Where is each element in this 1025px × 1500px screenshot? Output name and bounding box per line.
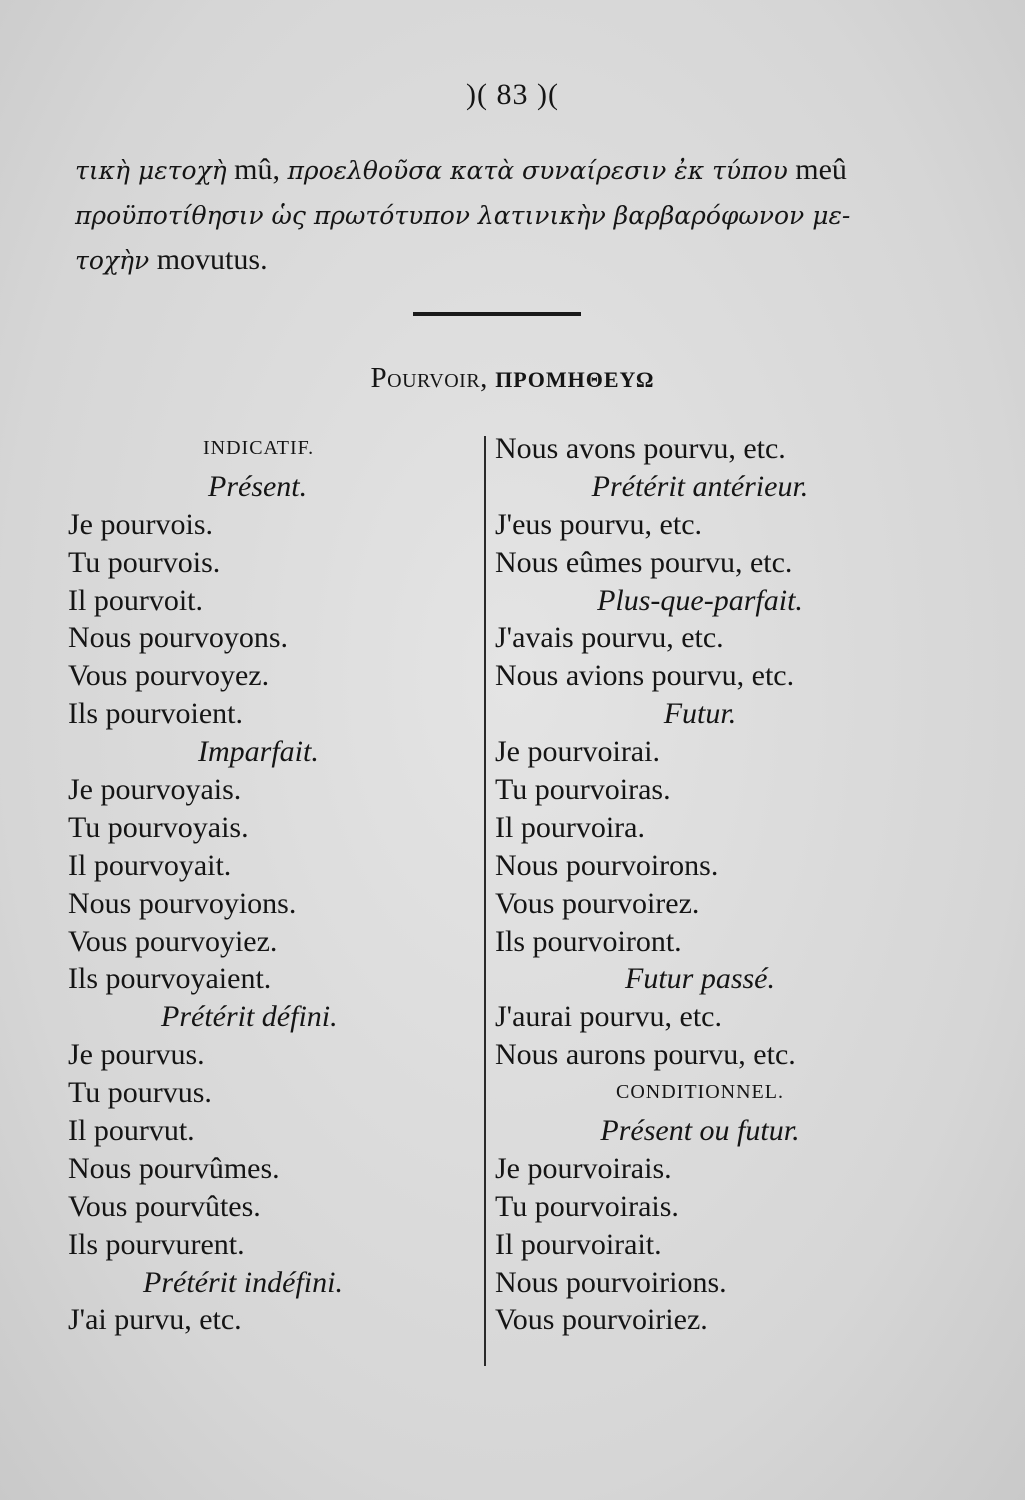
intro-latin-text: mû,	[226, 153, 288, 186]
conjugation-line: Je pourvoirai.	[495, 735, 660, 769]
intro-greek-text: τικὴ μετοχὴ	[75, 156, 227, 185]
intro-line-2	[75, 193, 945, 238]
conjugation-line: Il pourvoirait.	[495, 1227, 662, 1261]
conjugation-line: J'ai purvu, etc.	[68, 1303, 242, 1337]
conjugation-line: Ils pourvurent.	[68, 1227, 245, 1261]
conjugation-line: Nous pourvoirons.	[495, 848, 719, 882]
conjugation-line: Nous aurons pourvu, etc.	[495, 1038, 796, 1072]
conjugation-line: Ils pourvoyaient.	[68, 962, 272, 996]
conjugation-line: Vous pourvoiriez.	[495, 1303, 708, 1337]
conjugation-line: Je pourvus.	[68, 1038, 205, 1072]
conjugation-line: Nous eûmes pourvu, etc.	[495, 545, 793, 579]
right-column	[495, 430, 905, 1339]
tense-heading: Présent.	[208, 469, 308, 503]
mood-heading: CONDITIONNEL.	[616, 1081, 784, 1104]
tense-heading: Futur.	[663, 697, 737, 731]
verb-greek: ΠΡΟΜΗΘΕΥΩ	[495, 367, 655, 392]
page-number: )( 83 )(	[466, 78, 559, 111]
tense-heading: Prétérit antérieur.	[591, 469, 809, 503]
conjugation-line: Vous pourvoyez.	[68, 659, 270, 693]
tense-heading: Présent ou futur.	[600, 1114, 800, 1148]
tense-heading: Imparfait.	[198, 735, 319, 769]
conjugation-line: Nous pourvûmes.	[68, 1151, 280, 1185]
intro-line-1	[75, 148, 945, 193]
intro-latin-text: meû	[787, 153, 847, 186]
column-divider	[484, 436, 486, 1366]
conjugation-line: Tu pourvoyais.	[68, 810, 249, 844]
conjugation-line: Il pourvut.	[68, 1114, 195, 1148]
intro-latin-text: movutus.	[149, 243, 268, 276]
conjugation-line: J'eus pourvu, etc.	[495, 507, 703, 541]
conjugation-line: Nous avons pourvu, etc.	[495, 432, 786, 465]
conjugation-line: Ils pourvoiront.	[495, 924, 682, 958]
intro-greek-text: προϋποτίθησιν ὡς πρωτότυπον λατινικὴν βαρβαρόφωνον με-	[75, 201, 851, 230]
tense-heading: Plus-que-parfait.	[597, 583, 803, 617]
intro-greek-text: προελθοῦσα κατὰ συναίρεσιν ἐκ τύπου	[287, 156, 788, 185]
conjugation-line: Il pourvoyait.	[68, 848, 232, 882]
conjugation-line: Je pourvoirais.	[495, 1151, 672, 1185]
intro-paragraph	[75, 148, 945, 283]
conjugation-line: Tu pourvus.	[68, 1076, 212, 1110]
conjugation-line: Vous pourvoyiez.	[68, 924, 278, 958]
left-column	[68, 430, 413, 1339]
conjugation-line: Il pourvoira.	[495, 810, 645, 844]
verb-heading	[0, 362, 1025, 395]
mood-heading: INDICATIF.	[203, 437, 315, 459]
conjugation-line: Nous pourvoirions.	[495, 1265, 727, 1299]
verb-french: Pourvoir,	[370, 362, 488, 394]
conjugation-line: Vous pourvoirez.	[495, 886, 700, 920]
conjugation-line: Tu pourvoirais.	[495, 1189, 679, 1223]
conjugation-line: Il pourvoit.	[68, 583, 203, 617]
tense-heading: Futur passé.	[625, 962, 775, 996]
conjugation-line: Tu pourvoiras.	[495, 773, 671, 807]
conjugation-line: Nous avions pourvu, etc.	[495, 659, 795, 693]
conjugation-line: Je pourvoyais.	[68, 773, 242, 807]
conjugation-line: J'aurai pourvu, etc.	[495, 1000, 722, 1034]
section-divider	[413, 312, 581, 316]
conjugation-line: J'avais pourvu, etc.	[495, 621, 724, 655]
conjugation-line: Vous pourvûtes.	[68, 1189, 261, 1223]
conjugation-line: Nous pourvoyions.	[68, 886, 297, 920]
intro-greek-text: τοχὴν	[75, 246, 150, 275]
intro-line-3	[75, 238, 945, 283]
conjugation-line: Je pourvois.	[68, 507, 213, 541]
conjugation-line: Nous pourvoyons.	[68, 621, 289, 655]
conjugation-line: Ils pourvoient.	[68, 697, 243, 731]
tense-heading: Prétérit indéfini.	[143, 1265, 343, 1299]
tense-heading: Prétérit défini.	[161, 1000, 338, 1034]
conjugation-line: Tu pourvois.	[68, 545, 221, 579]
